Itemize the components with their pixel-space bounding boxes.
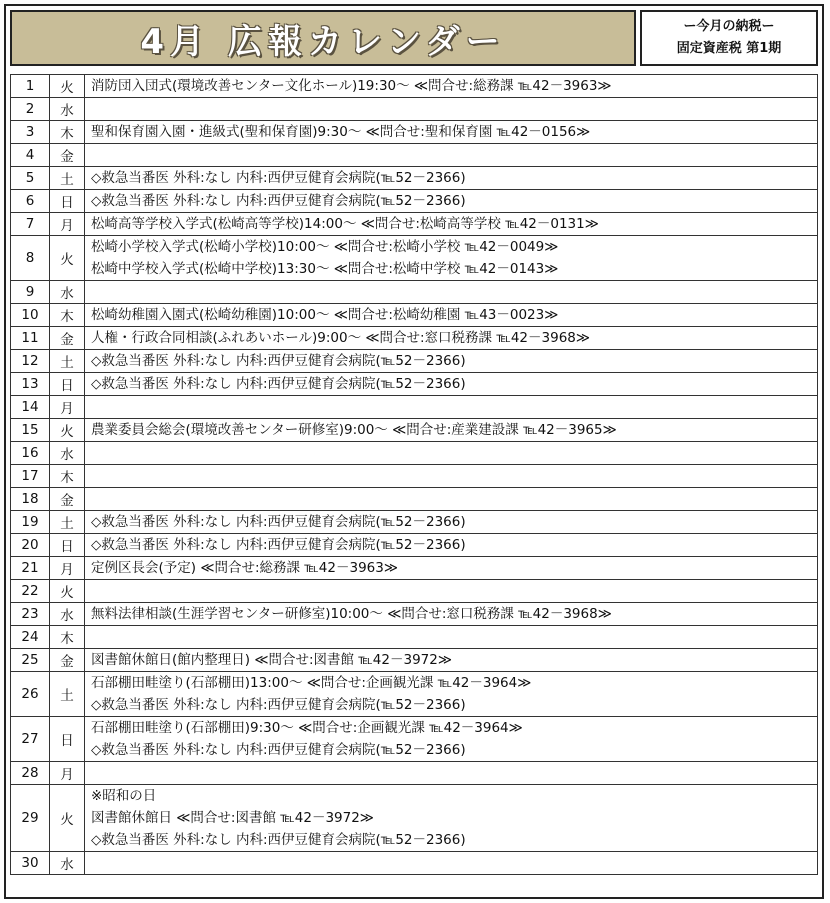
day-number: 23	[11, 603, 50, 626]
table-row	[11, 144, 818, 167]
table-row	[11, 350, 818, 373]
event-cell	[85, 488, 818, 511]
day-number: 18	[11, 488, 50, 511]
event-text: 無料法律相談(生涯学習センター研修室)10:00～ ≪問合せ:窓口税務課 ℡42－3968≫	[91, 606, 612, 622]
tax-item: 固定資産税 第1期	[676, 41, 782, 56]
table-row	[11, 534, 818, 557]
page-title: 4月 広報カレンダー	[140, 21, 506, 62]
event-cell	[85, 304, 818, 327]
event-cell	[85, 717, 818, 762]
table-row	[11, 190, 818, 213]
weekday: 土	[50, 167, 85, 190]
weekday: 水	[50, 852, 85, 875]
day-number: 16	[11, 442, 50, 465]
header	[6, 6, 822, 72]
event-text: 図書館休館日(館内整理日) ≪問合せ:図書館 ℡42－3972≫	[91, 652, 452, 668]
weekday: 日	[50, 534, 85, 557]
event-cell	[85, 75, 818, 98]
day-number: 13	[11, 373, 50, 396]
table-row	[11, 167, 818, 190]
event-cell	[85, 350, 818, 373]
weekday: 木	[50, 304, 85, 327]
calendar-frame	[4, 4, 824, 899]
event-cell	[85, 327, 818, 350]
event-text: ◇救急当番医 外科:なし 内科:西伊豆健育会病院(℡52－2366)	[91, 170, 466, 186]
event-cell	[85, 98, 818, 121]
table-row	[11, 213, 818, 236]
day-number: 5	[11, 167, 50, 190]
table-row	[11, 442, 818, 465]
table-row	[11, 373, 818, 396]
event-text: 松崎高等学校入学式(松崎高等学校)14:00～ ≪問合せ:松崎高等学校 ℡42－0131≫	[91, 216, 599, 232]
event-cell	[85, 213, 818, 236]
day-number: 6	[11, 190, 50, 213]
day-number: 27	[11, 717, 50, 762]
event-text: 松崎中学校入学式(松崎中学校)13:30～ ≪問合せ:松崎中学校 ℡42－0143≫	[91, 261, 559, 277]
event-cell	[85, 511, 818, 534]
event-text: 消防団入団式(環境改善センター文化ホール)19:30～ ≪問合せ:総務課 ℡42－3963≫	[91, 78, 612, 94]
day-number: 30	[11, 852, 50, 875]
day-number: 29	[11, 785, 50, 852]
table-row	[11, 785, 818, 852]
event-cell	[85, 672, 818, 717]
day-number: 21	[11, 557, 50, 580]
table-row	[11, 603, 818, 626]
table-row	[11, 511, 818, 534]
weekday: 金	[50, 144, 85, 167]
table-row	[11, 75, 818, 98]
weekday: 火	[50, 580, 85, 603]
weekday: 水	[50, 603, 85, 626]
event-cell	[85, 852, 818, 875]
event-text: 石部棚田畦塗り(石部棚田)13:00～ ≪問合せ:企画観光課 ℡42－3964≫	[91, 675, 532, 691]
event-text: ◇救急当番医 外科:なし 内科:西伊豆健育会病院(℡52－2366)	[91, 832, 466, 848]
weekday: 水	[50, 98, 85, 121]
event-cell	[85, 167, 818, 190]
table-row	[11, 396, 818, 419]
weekday: 月	[50, 762, 85, 785]
event-cell	[85, 190, 818, 213]
event-cell	[85, 649, 818, 672]
day-number: 7	[11, 213, 50, 236]
weekday: 木	[50, 626, 85, 649]
event-cell	[85, 557, 818, 580]
table-row	[11, 281, 818, 304]
weekday: 火	[50, 785, 85, 852]
event-cell	[85, 442, 818, 465]
table-row	[11, 488, 818, 511]
table-row	[11, 327, 818, 350]
event-cell	[85, 419, 818, 442]
event-text: ◇救急当番医 外科:なし 内科:西伊豆健育会病院(℡52－2366)	[91, 514, 466, 530]
event-cell	[85, 144, 818, 167]
day-number: 17	[11, 465, 50, 488]
day-number: 10	[11, 304, 50, 327]
day-number: 28	[11, 762, 50, 785]
weekday: 土	[50, 350, 85, 373]
day-number: 12	[11, 350, 50, 373]
table-row	[11, 419, 818, 442]
event-cell	[85, 534, 818, 557]
event-text: ◇救急当番医 外科:なし 内科:西伊豆健育会病院(℡52－2366)	[91, 742, 466, 758]
event-cell	[85, 396, 818, 419]
event-cell	[85, 762, 818, 785]
day-number: 22	[11, 580, 50, 603]
weekday: 火	[50, 236, 85, 281]
event-text: 聖和保育園入園・進級式(聖和保育園)9:30～ ≪問合せ:聖和保育園 ℡42－0156≫	[91, 124, 591, 140]
day-number: 14	[11, 396, 50, 419]
event-text: ◇救急当番医 外科:なし 内科:西伊豆健育会病院(℡52－2366)	[91, 376, 466, 392]
event-text: ◇救急当番医 外科:なし 内科:西伊豆健育会病院(℡52－2366)	[91, 353, 466, 369]
event-text: ◇救急当番医 外科:なし 内科:西伊豆健育会病院(℡52－2366)	[91, 193, 466, 209]
event-text: 石部棚田畦塗り(石部棚田)9:30～ ≪問合せ:企画観光課 ℡42－3964≫	[91, 720, 523, 736]
weekday: 月	[50, 557, 85, 580]
table-row	[11, 121, 818, 144]
event-cell	[85, 121, 818, 144]
day-number: 4	[11, 144, 50, 167]
weekday: 木	[50, 465, 85, 488]
table-row	[11, 98, 818, 121]
table-row	[11, 465, 818, 488]
title-banner	[10, 10, 636, 66]
day-number: 11	[11, 327, 50, 350]
weekday: 土	[50, 511, 85, 534]
weekday: 月	[50, 396, 85, 419]
table-row	[11, 236, 818, 281]
table-row	[11, 762, 818, 785]
table-row	[11, 626, 818, 649]
weekday: 金	[50, 649, 85, 672]
table-row	[11, 649, 818, 672]
table-row	[11, 672, 818, 717]
day-number: 15	[11, 419, 50, 442]
event-text: 定例区長会(予定) ≪問合せ:総務課 ℡42－3963≫	[91, 560, 398, 576]
weekday: 水	[50, 281, 85, 304]
event-cell	[85, 580, 818, 603]
day-number: 2	[11, 98, 50, 121]
event-text: 松崎幼稚園入園式(松崎幼稚園)10:00～ ≪問合せ:松崎幼稚園 ℡43－0023≫	[91, 307, 559, 323]
weekday: 水	[50, 442, 85, 465]
event-cell	[85, 373, 818, 396]
weekday: 金	[50, 488, 85, 511]
event-cell	[85, 626, 818, 649]
calendar-table	[10, 74, 818, 875]
event-cell	[85, 465, 818, 488]
weekday: 日	[50, 190, 85, 213]
event-text: 農業委員会総会(環境改善センター研修室)9:00～ ≪問合せ:産業建設課 ℡42－3965≫	[91, 422, 617, 438]
tax-heading: ー今月の納税ー	[683, 19, 775, 34]
weekday: 木	[50, 121, 85, 144]
table-row	[11, 304, 818, 327]
event-cell	[85, 603, 818, 626]
day-number: 20	[11, 534, 50, 557]
event-text: ◇救急当番医 外科:なし 内科:西伊豆健育会病院(℡52－2366)	[91, 697, 466, 713]
day-number: 8	[11, 236, 50, 281]
weekday: 土	[50, 672, 85, 717]
tax-info-box	[640, 10, 818, 66]
weekday: 火	[50, 419, 85, 442]
event-cell	[85, 281, 818, 304]
day-number: 3	[11, 121, 50, 144]
weekday: 日	[50, 373, 85, 396]
event-text: 人権・行政合同相談(ふれあいホール)9:00～ ≪問合せ:窓口税務課 ℡42－3968≫	[91, 330, 591, 346]
day-number: 9	[11, 281, 50, 304]
weekday: 火	[50, 75, 85, 98]
weekday: 月	[50, 213, 85, 236]
table-row	[11, 852, 818, 875]
day-number: 26	[11, 672, 50, 717]
event-cell	[85, 236, 818, 281]
day-number: 24	[11, 626, 50, 649]
table-row	[11, 580, 818, 603]
weekday: 日	[50, 717, 85, 762]
event-text: 松崎小学校入学式(松崎小学校)10:00～ ≪問合せ:松崎小学校 ℡42－0049≫	[91, 239, 559, 255]
day-number: 25	[11, 649, 50, 672]
event-text: ※昭和の日	[91, 788, 157, 804]
event-cell	[85, 785, 818, 852]
table-row	[11, 717, 818, 762]
weekday: 金	[50, 327, 85, 350]
table-row	[11, 557, 818, 580]
day-number: 1	[11, 75, 50, 98]
event-text: 図書館休館日 ≪問合せ:図書館 ℡42－3972≫	[91, 810, 374, 826]
event-text: ◇救急当番医 外科:なし 内科:西伊豆健育会病院(℡52－2366)	[91, 537, 466, 553]
day-number: 19	[11, 511, 50, 534]
